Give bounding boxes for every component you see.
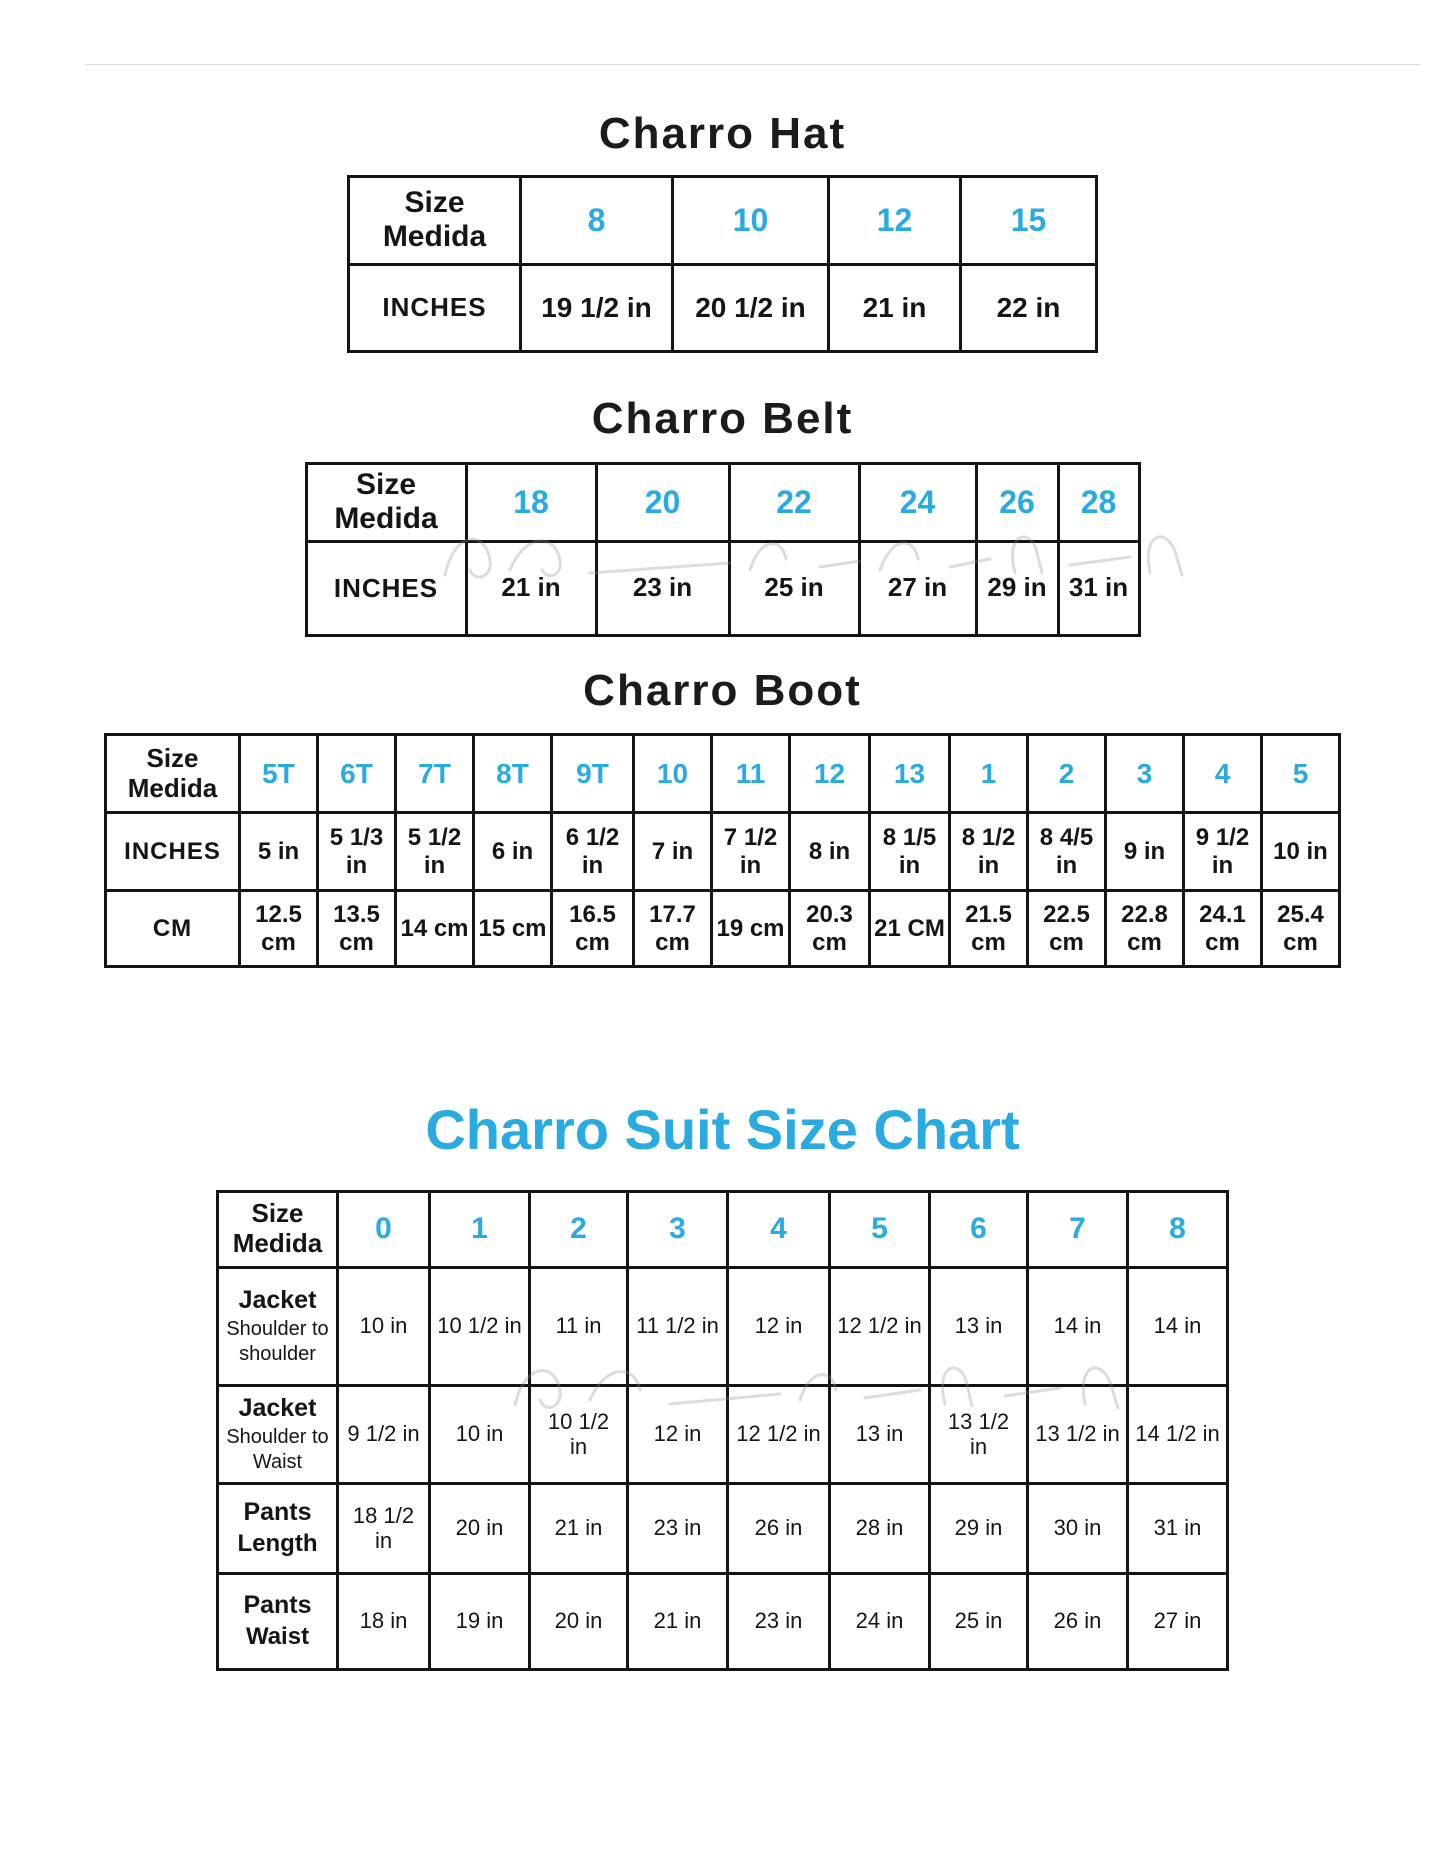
hat-inches-cell: 20 1/2 in [673, 264, 829, 351]
top-divider [85, 64, 1420, 65]
hat-inches-cell: 22 in [961, 264, 1097, 351]
boot-cm-cell: 21 CM [870, 891, 950, 967]
hat-size-cell: 8 [521, 176, 673, 264]
boot-size-cell: 7T [396, 735, 474, 813]
boot-inches-cell: 8 1/2 in [950, 813, 1028, 891]
suit-row-label [218, 1573, 338, 1669]
suit-value-cell: 10 1/2 in [430, 1267, 530, 1385]
suit-value-cell: 12 1/2 in [728, 1385, 830, 1483]
suit-value-cell: 23 in [628, 1483, 728, 1573]
suit-value-cell: 19 in [430, 1573, 530, 1669]
suit-value-cell: 27 in [1128, 1573, 1228, 1669]
suit-value-cell: 13 in [830, 1385, 930, 1483]
boot-size-cell: 2 [1028, 735, 1106, 813]
suit-value-cell: 12 1/2 in [830, 1267, 930, 1385]
suit-table [216, 1190, 1229, 1671]
suit-value-cell: 24 in [830, 1573, 930, 1669]
suit-value-cell: 13 1/2 in [930, 1385, 1028, 1483]
boot-inches-row [106, 813, 1340, 891]
hat-size-cell: 12 [829, 176, 961, 264]
belt-header-row [306, 463, 1139, 541]
suit-value-cell: 10 1/2 in [530, 1385, 628, 1483]
boot-size-cell: 5T [240, 735, 318, 813]
hat-table [347, 175, 1098, 353]
suit-value-cell: 26 in [728, 1483, 830, 1573]
boot-cm-cell: 20.3 cm [790, 891, 870, 967]
corner-line2: Medida [382, 220, 487, 254]
suit-value-cell: 21 in [628, 1573, 728, 1669]
suit-title: Charro Suit Size Chart [425, 1098, 1020, 1162]
corner-line1: Size [404, 185, 465, 219]
boot-size-cell: 13 [870, 735, 950, 813]
boot-inches-cell: 9 in [1106, 813, 1184, 891]
suit-value-cell: 26 in [1028, 1573, 1128, 1669]
boot-cm-cell: 16.5 cm [552, 891, 634, 967]
suit-row-label [218, 1385, 338, 1483]
boot-size-cell: 5 [1262, 735, 1340, 813]
belt-table [305, 462, 1141, 637]
boot-size-medida-header [106, 735, 240, 813]
suit-value-cell: 11 1/2 in [628, 1267, 728, 1385]
boot-size-cell: 3 [1106, 735, 1184, 813]
boot-size-cell: 11 [712, 735, 790, 813]
boot-inches-cell: 6 1/2 in [552, 813, 634, 891]
suit-value-cell: 29 in [930, 1483, 1028, 1573]
suit-value-cell: 14 in [1128, 1267, 1228, 1385]
suit-value-cell: 28 in [830, 1483, 930, 1573]
boot-title: Charro Boot [583, 665, 862, 715]
belt-inches-cell: 25 in [729, 541, 859, 635]
boot-cm-cell: 22.8 cm [1106, 891, 1184, 967]
belt-inches-cell: 27 in [859, 541, 976, 635]
suit-value-cell: 30 in [1028, 1483, 1128, 1573]
suit-row-label [218, 1267, 338, 1385]
suit-value-cell: 13 1/2 in [1028, 1385, 1128, 1483]
boot-inches-cell: 8 4/5 in [1028, 813, 1106, 891]
belt-inches-row [306, 541, 1139, 635]
boot-size-cell: 9T [552, 735, 634, 813]
suit-value-cell: 10 in [430, 1385, 530, 1483]
suit-value-cell: 18 1/2 in [338, 1483, 430, 1573]
boot-inches-label: INCHES [106, 813, 240, 891]
boot-size-cell: 8T [474, 735, 552, 813]
suit-value-cell: 11 in [530, 1267, 628, 1385]
suit-row-shoulder-to-waist [218, 1385, 1228, 1483]
suit-value-cell: 9 1/2 in [338, 1385, 430, 1483]
row-label-title: Pants [243, 1591, 312, 1620]
suit-row-label [218, 1483, 338, 1573]
suit-size-medida-header [218, 1191, 338, 1267]
hat-inches-label: INCHES [349, 264, 521, 351]
belt-size-cell: 18 [466, 463, 596, 541]
suit-size-cell: 5 [830, 1191, 930, 1267]
boot-cm-cell: 21.5 cm [950, 891, 1028, 967]
suit-size-cell: 1 [430, 1191, 530, 1267]
belt-size-cell: 20 [596, 463, 729, 541]
suit-row-pants-waist [218, 1573, 1228, 1669]
boot-cm-cell: 24.1 cm [1184, 891, 1262, 967]
hat-size-cell: 15 [961, 176, 1097, 264]
row-label-sub: Length [237, 1529, 318, 1557]
hat-size-cell: 10 [673, 176, 829, 264]
hat-header-row [349, 176, 1097, 264]
suit-size-cell: 8 [1128, 1191, 1228, 1267]
row-label-sub: Shoulder to shoulder [226, 1317, 329, 1365]
boot-cm-cell: 15 cm [474, 891, 552, 967]
suit-value-cell: 14 in [1028, 1267, 1128, 1385]
suit-size-cell: 2 [530, 1191, 628, 1267]
boot-cm-cell: 12.5 cm [240, 891, 318, 967]
boot-size-cell: 12 [790, 735, 870, 813]
belt-inches-cell: 23 in [596, 541, 729, 635]
belt-size-cell: 28 [1058, 463, 1139, 541]
suit-value-cell: 25 in [930, 1573, 1028, 1669]
boot-inches-cell: 7 in [634, 813, 712, 891]
boot-cm-cell: 19 cm [712, 891, 790, 967]
suit-value-cell: 31 in [1128, 1483, 1228, 1573]
boot-cm-cell: 13.5 cm [318, 891, 396, 967]
row-label-sub: Shoulder to Waist [226, 1425, 329, 1473]
boot-cm-label: CM [106, 891, 240, 967]
boot-inches-cell: 7 1/2 in [712, 813, 790, 891]
suit-value-cell: 23 in [728, 1573, 830, 1669]
belt-inches-cell: 21 in [466, 541, 596, 635]
boot-cm-cell: 25.4 cm [1262, 891, 1340, 967]
boot-size-cell: 4 [1184, 735, 1262, 813]
belt-size-medida-header [306, 463, 466, 541]
suit-value-cell: 13 in [930, 1267, 1028, 1385]
hat-size-medida-header [349, 176, 521, 264]
suit-value-cell: 14 1/2 in [1128, 1385, 1228, 1483]
suit-value-cell: 10 in [338, 1267, 430, 1385]
boot-header-row [106, 735, 1340, 813]
boot-table [104, 733, 1341, 968]
boot-inches-cell: 8 in [790, 813, 870, 891]
suit-value-cell: 18 in [338, 1573, 430, 1669]
corner-line2: Medida [334, 502, 438, 536]
row-label-title: Pants [243, 1498, 312, 1527]
hat-title: Charro Hat [598, 109, 847, 158]
boot-inches-cell: 9 1/2 in [1184, 813, 1262, 891]
hat-inches-cell: 21 in [829, 264, 961, 351]
boot-inches-cell: 5 in [240, 813, 318, 891]
boot-size-cell: 6T [318, 735, 396, 813]
belt-size-cell: 26 [976, 463, 1058, 541]
suit-size-cell: 4 [728, 1191, 830, 1267]
boot-inches-cell: 5 1/2 in [396, 813, 474, 891]
corner-line1: Size [146, 743, 199, 773]
row-label-title: Jacket [238, 1286, 317, 1315]
belt-size-cell: 24 [859, 463, 976, 541]
suit-row-pants-length [218, 1483, 1228, 1573]
suit-value-cell: 20 in [430, 1483, 530, 1573]
belt-inches-cell: 29 in [976, 541, 1058, 635]
boot-cm-cell: 22.5 cm [1028, 891, 1106, 967]
boot-cm-row [106, 891, 1340, 967]
row-label-title: Jacket [238, 1394, 317, 1423]
suit-value-cell: 21 in [530, 1483, 628, 1573]
hat-inches-cell: 19 1/2 in [521, 264, 673, 351]
boot-inches-cell: 5 1/3 in [318, 813, 396, 891]
belt-inches-cell: 31 in [1058, 541, 1139, 635]
corner-line1: Size [355, 467, 417, 501]
hat-inches-row [349, 264, 1097, 351]
boot-cm-cell: 17.7 cm [634, 891, 712, 967]
boot-size-cell: 10 [634, 735, 712, 813]
suit-size-cell: 0 [338, 1191, 430, 1267]
corner-line2: Medida [127, 772, 218, 803]
boot-inches-cell: 6 in [474, 813, 552, 891]
corner-line1: Size [251, 1198, 304, 1229]
belt-title: Charro Belt [591, 393, 854, 443]
belt-inches-label: INCHES [306, 541, 466, 635]
suit-size-cell: 3 [628, 1191, 728, 1267]
suit-value-cell: 20 in [530, 1573, 628, 1669]
suit-row-shoulder-to-shoulder [218, 1267, 1228, 1385]
suit-value-cell: 12 in [628, 1385, 728, 1483]
suit-header-row [218, 1191, 1228, 1267]
corner-line2: Medida [232, 1228, 323, 1259]
boot-size-cell: 1 [950, 735, 1028, 813]
boot-inches-cell: 8 1/5 in [870, 813, 950, 891]
belt-size-cell: 22 [729, 463, 859, 541]
suit-size-cell: 6 [930, 1191, 1028, 1267]
boot-cm-cell: 14 cm [396, 891, 474, 967]
suit-size-cell: 7 [1028, 1191, 1128, 1267]
boot-inches-cell: 10 in [1262, 813, 1340, 891]
row-label-sub: Waist [245, 1622, 310, 1650]
suit-value-cell: 12 in [728, 1267, 830, 1385]
